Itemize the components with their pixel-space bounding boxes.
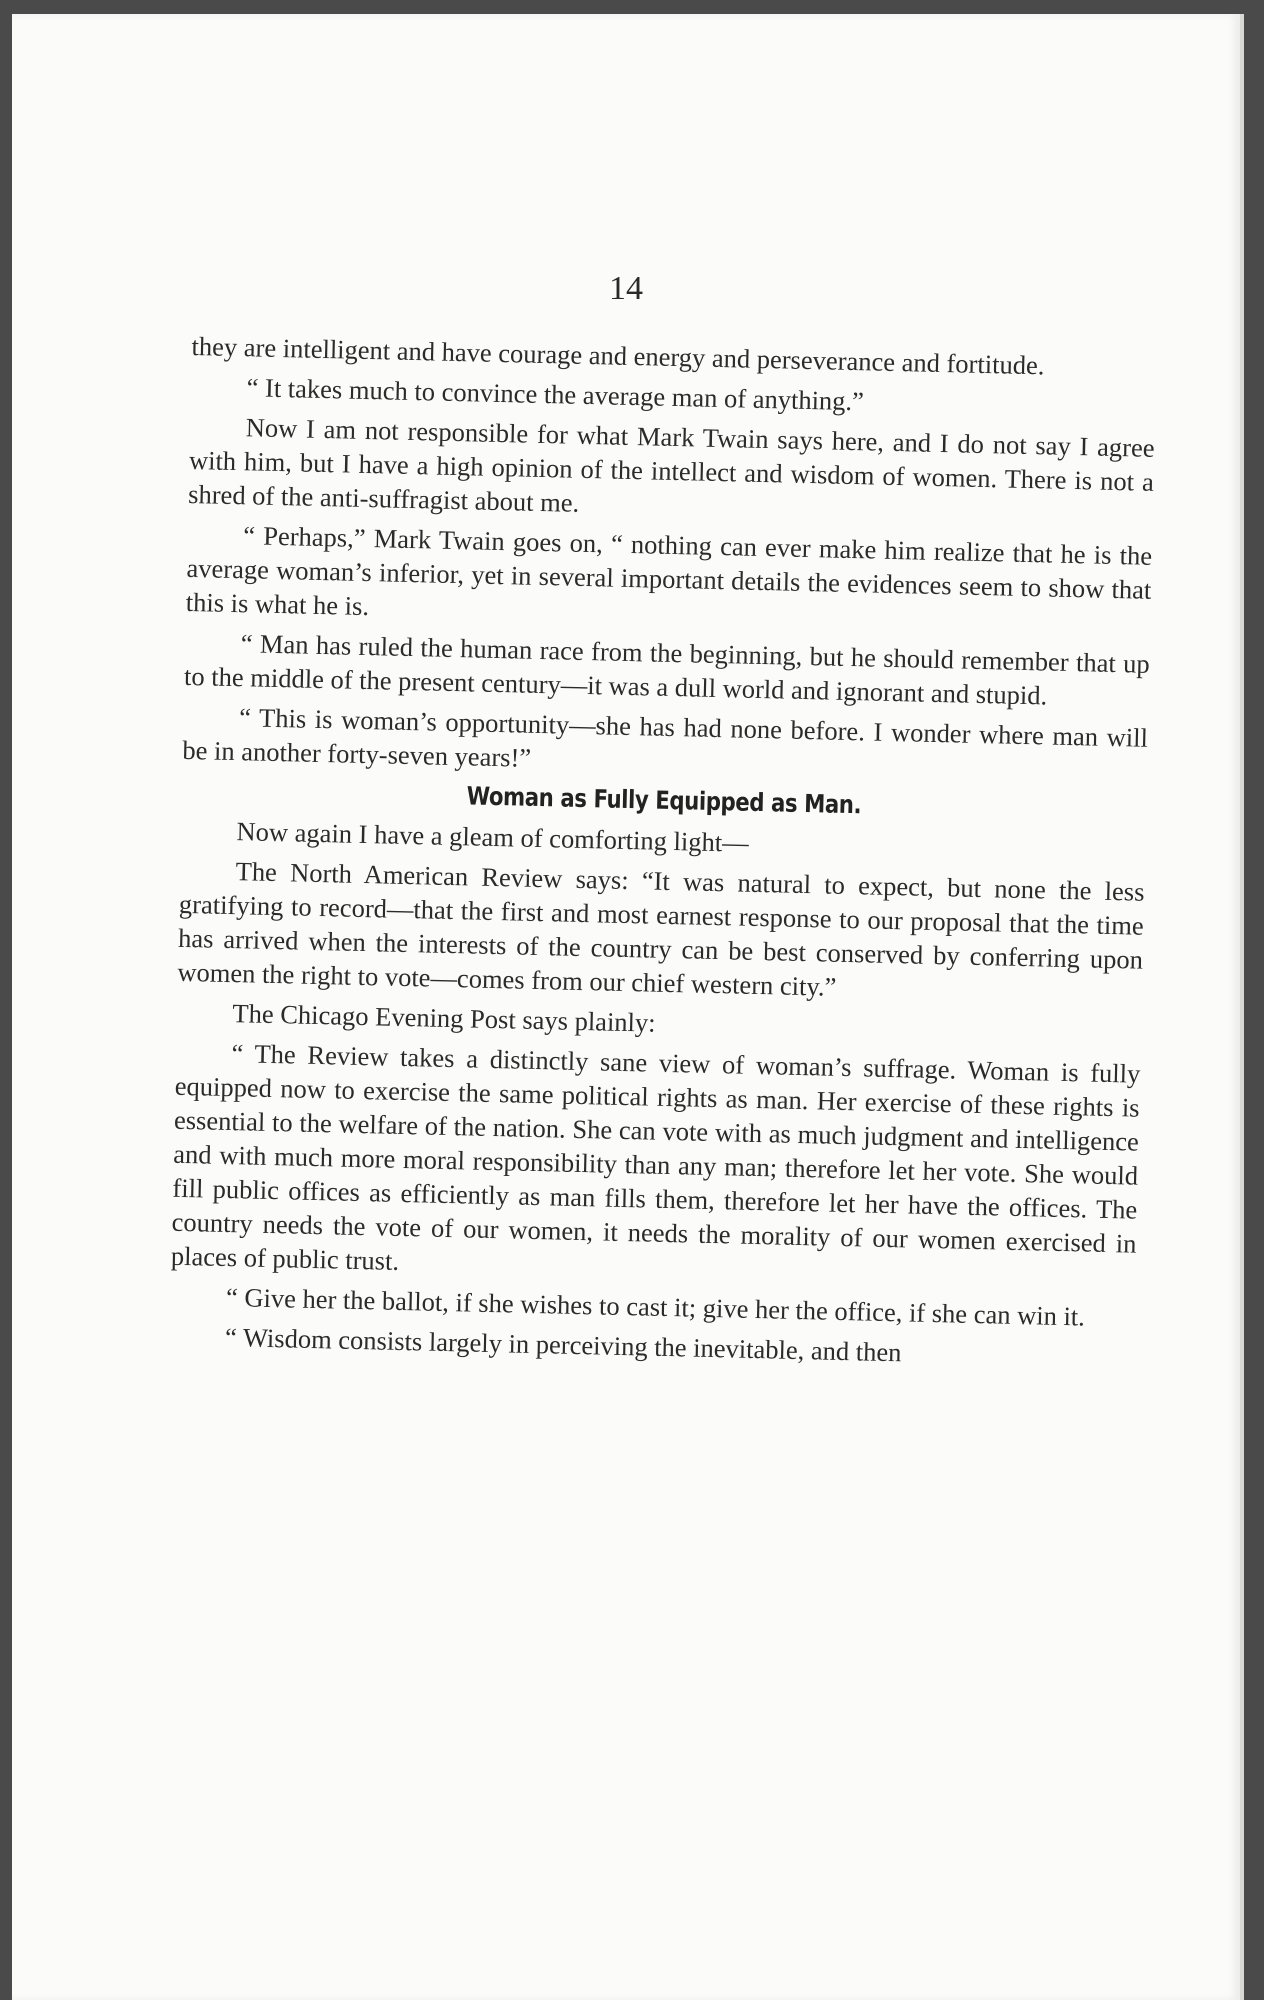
body-text <box>169 329 1157 1381</box>
paragraph-gleam: Now again I have a gleam of comforting light— <box>236 816 750 858</box>
paragraph-north-american-review: The North American Review says: “It was natural to expect, but none the less gratifying to record—that the first and most earnest response to our proposal that the time has arrived when the interests of the country can be best conserved by conferring upon women the right to vote—comes from our chief western city.” <box>177 856 1145 1002</box>
section-heading: Woman as Fully Equipped as Man. <box>466 781 862 820</box>
paragraph-not-responsible: Now I am not responsible for what Mark Twain says here, and I do not say I agree with him, but I have a high opinion of the intellect and wisdom of women. There is not a shred of the anti-suffragist about me. <box>187 412 1155 518</box>
paragraph-man-has-ruled: “ Man has ruled the human race from the beginning, but he should remember that up to the middle of the present century—it was a dull world and ignorant and stupid. <box>183 628 1150 711</box>
paragraph-review-quote: “ The Review takes a distinctly sane view of woman’s suffrage. Woman is fully equipped now to exercise the same political rights as man. Her exercise of these rights is essential to the welfare of the nation. She can vote with as much judgment and intelligence and with much more moral responsibility than any man; therefore let her vote. She would fill public offices as efficiently as man fills them, therefore let her have the offices. The country needs the vote of our women, it needs the morality of our women exercised in places of public trust. <box>170 1038 1141 1276</box>
paragraph-womans-opportunity: “ This is woman’s opportunity—she has had none before. I wonder where man will be in another forty-seven years!” <box>182 702 1149 773</box>
paragraph-give-her-ballot: “ Give her the ballot, if she wishes to cast it; give her the office, if she can win it. <box>225 1282 1086 1332</box>
paragraph-wisdom: “ Wisdom consists largely in perceiving the inevitable, and then <box>224 1322 902 1368</box>
paragraph-continuation: they are intelligent and have courage and energy and perseverance and fortitude. <box>191 330 1045 381</box>
paragraph-perhaps: “ Perhaps,” Mark Twain goes on, “ nothing can ever make him realize that he is the average woman’s inferior, yet in several important details the evidences seem to show that this is what he is. <box>185 520 1153 622</box>
paragraph-quote-convince: “ It takes much to convince the average man of anything.” <box>246 372 865 417</box>
page-number: 14 <box>609 270 643 307</box>
paragraph-chicago-evening-post: The Chicago Evening Post says plainly: <box>232 998 656 1038</box>
book-page <box>12 14 1244 2000</box>
